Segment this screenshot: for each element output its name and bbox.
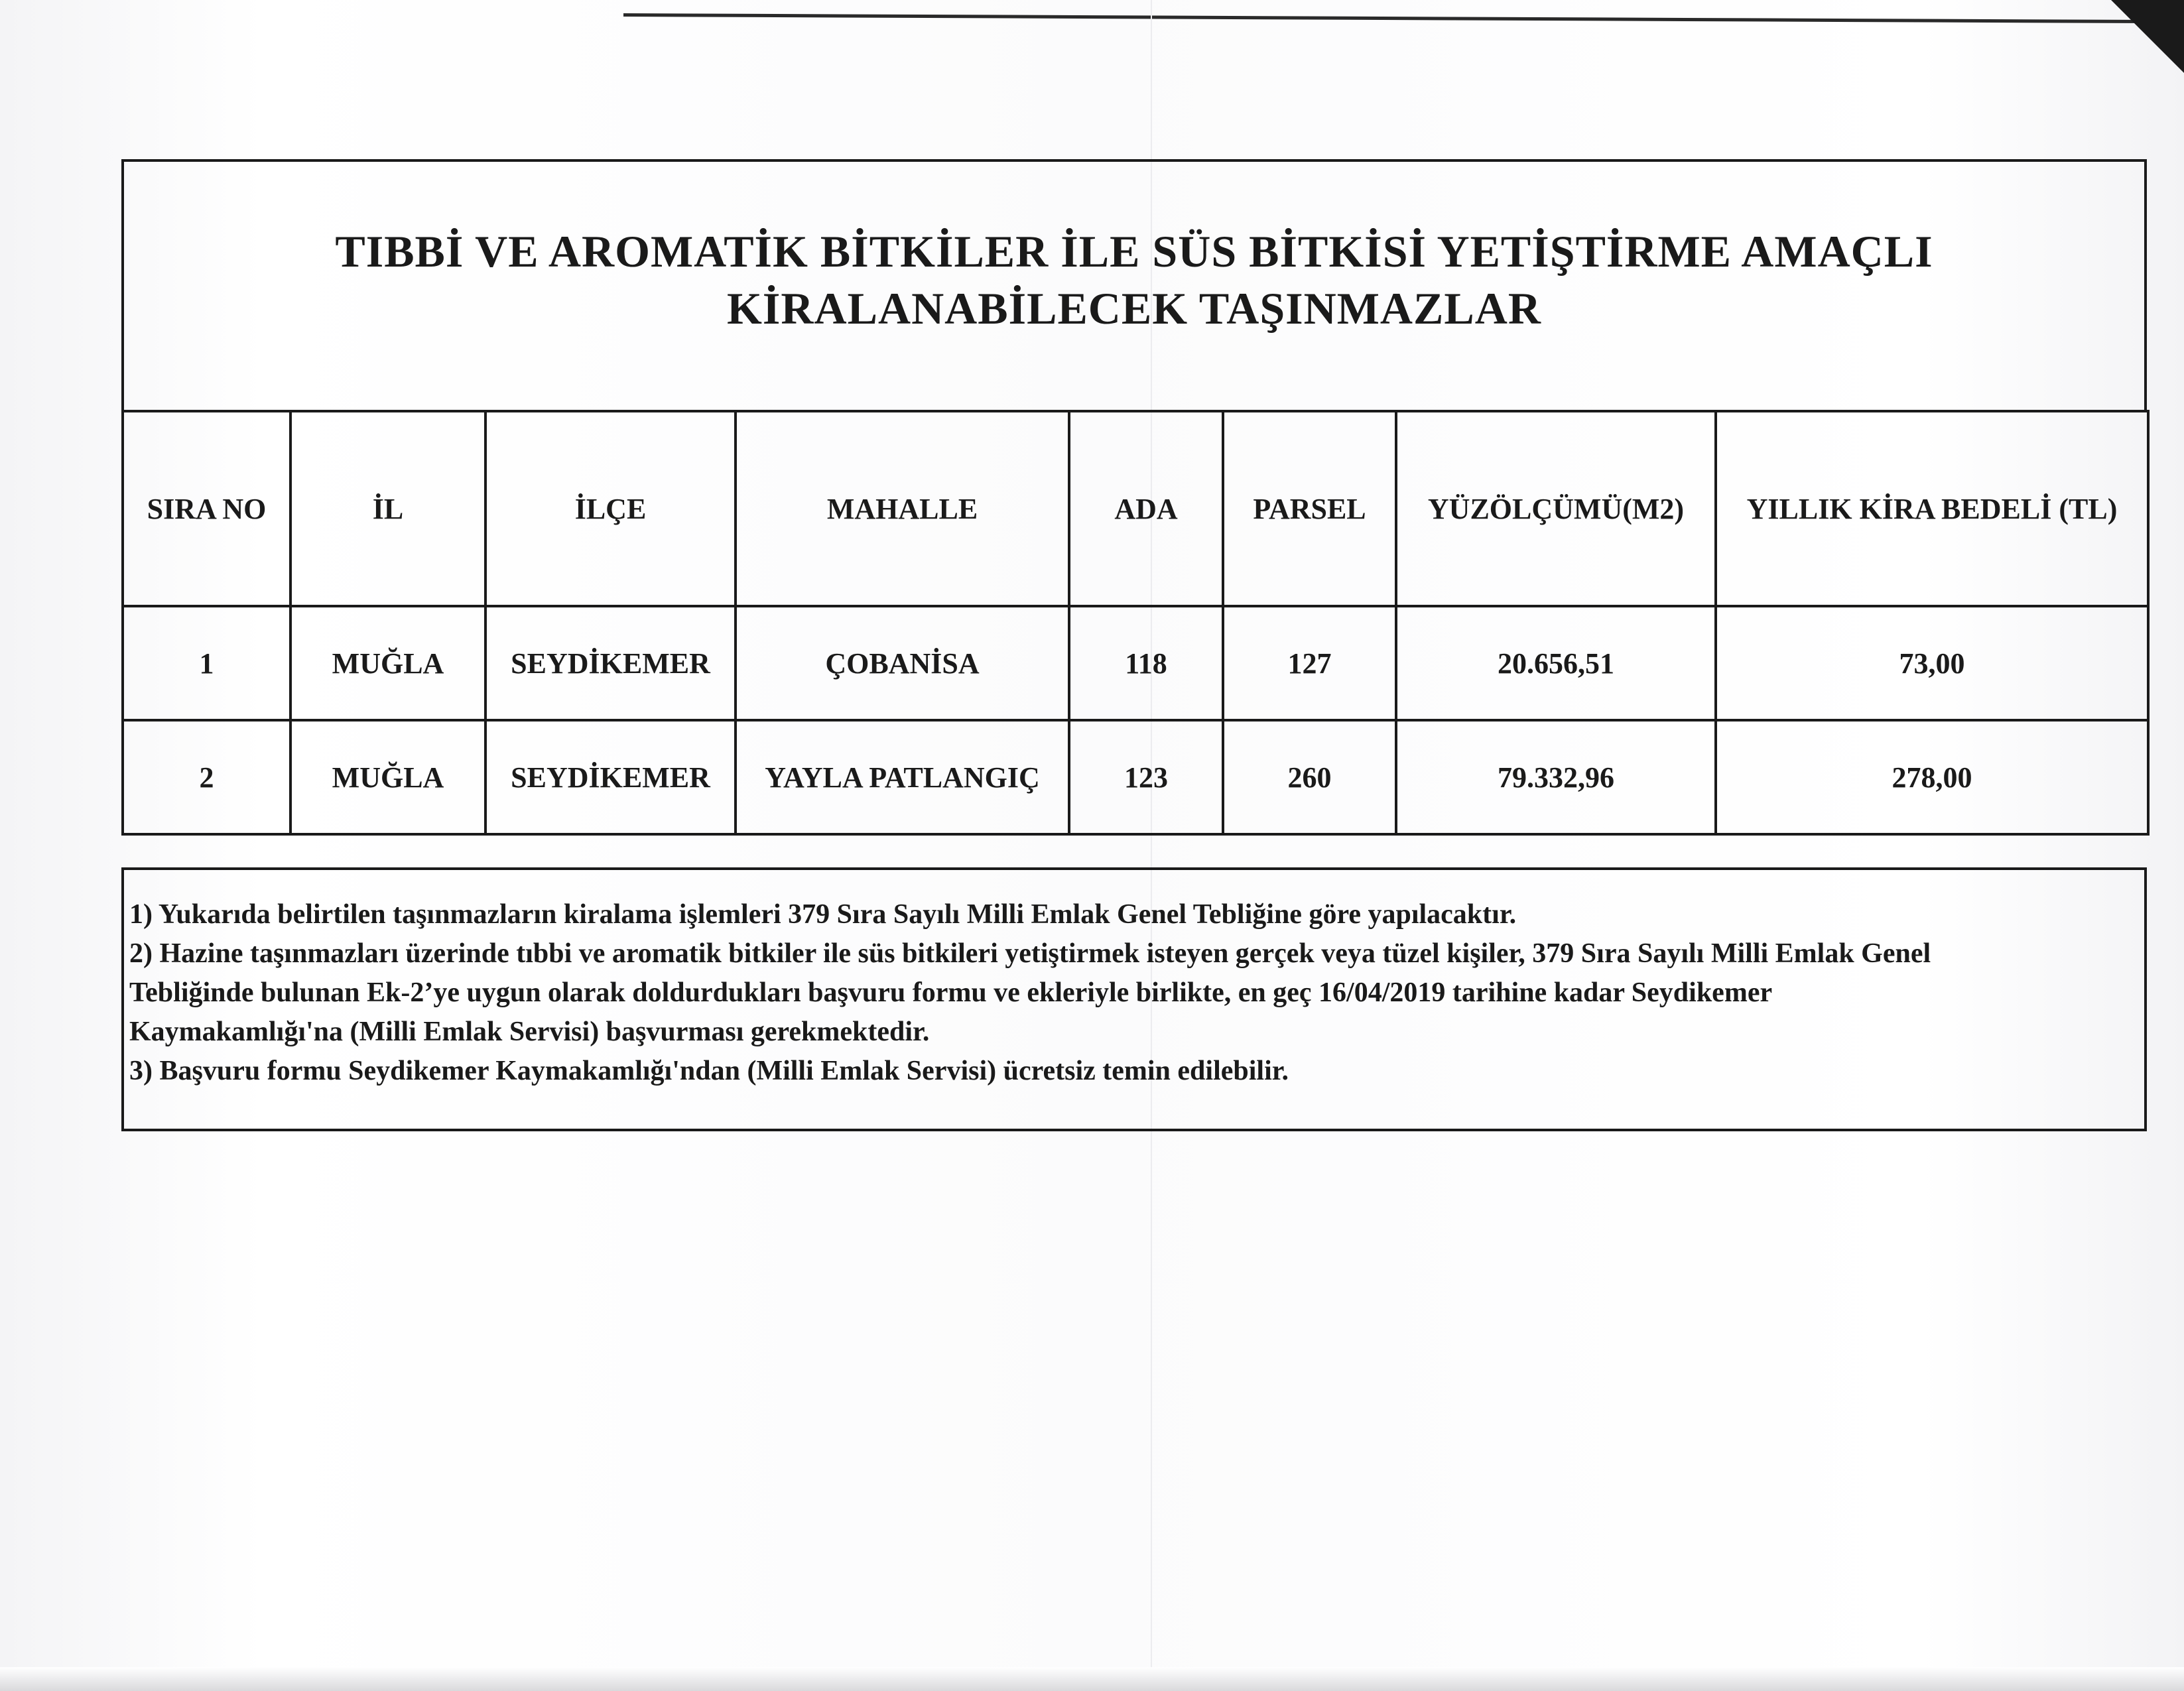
- cell-sira-no: 1: [123, 606, 290, 720]
- cell-ilce: SEYDİKEMER: [485, 606, 736, 720]
- header-mahalle: MAHALLE: [736, 411, 1069, 606]
- notes-box: [121, 867, 2147, 1131]
- note-line-1: 1) Yukarıda belirtilen taşınmazların kiralama işlemleri 379 Sıra Sayılı Milli Emlak Genel Tebliğine göre yapılacaktır.: [129, 899, 1517, 930]
- property-table: [121, 410, 2150, 836]
- cell-mahalle: YAYLA PATLANGIÇ: [736, 720, 1069, 834]
- header-yuzolcumu: YÜZÖLÇÜMÜ(M2): [1396, 411, 1716, 606]
- table-row: [123, 606, 2148, 720]
- scan-top-edge: [623, 13, 2149, 23]
- title-box: [121, 159, 2147, 411]
- cell-il: MUĞLA: [290, 606, 485, 720]
- cell-ilce: SEYDİKEMER: [485, 720, 736, 834]
- note-line-4: Kaymakamlığı'na (Milli Emlak Servisi) başvurması gerekmektedir.: [129, 1017, 930, 1047]
- scan-corner-shadow: [2111, 0, 2184, 73]
- header-ilce: İLÇE: [485, 411, 736, 606]
- header-ada: ADA: [1069, 411, 1223, 606]
- cell-yillik-kira-bedeli: 73,00: [1716, 606, 2148, 720]
- header-sira-no: SIRA NO: [123, 411, 290, 606]
- table-header-row: [123, 411, 2148, 606]
- document-title-line-2: KİRALANABİLECEK TAŞINMAZLAR: [727, 283, 1541, 334]
- cell-yillik-kira-bedeli: 278,00: [1716, 720, 2148, 834]
- scan-bottom-edge: [0, 1667, 2184, 1691]
- cell-parsel: 127: [1223, 606, 1396, 720]
- header-il: İL: [290, 411, 485, 606]
- table-row: [123, 720, 2148, 834]
- cell-ada: 123: [1069, 720, 1223, 834]
- cell-mahalle: ÇOBANİSA: [736, 606, 1069, 720]
- note-line-5: 3) Başvuru formu Seydikemer Kaymakamlığı'ndan (Milli Emlak Servisi) ücretsiz temin edilebilir.: [129, 1056, 1289, 1086]
- header-yillik-kira-bedeli: YILLIK KİRA BEDELİ (TL): [1716, 411, 2148, 606]
- cell-parsel: 260: [1223, 720, 1396, 834]
- cell-il: MUĞLA: [290, 720, 485, 834]
- note-line-3: Tebliğinde bulunan Ek-2’ye uygun olarak doldurdukları başvuru formu ve ekleriyle birlikte, en geç 16/04/2019 tarihine kadar Seydikemer: [129, 977, 1773, 1008]
- cell-ada: 118: [1069, 606, 1223, 720]
- header-parsel: PARSEL: [1223, 411, 1396, 606]
- note-line-2: 2) Hazine taşınmazları üzerinde tıbbi ve aromatik bitkiler ile süs bitkileri yetiştirmek isteyen gerçek veya tüzel kişiler, 379 Sıra Sayılı Milli Emlak Genel: [129, 938, 1931, 969]
- document-title-line-1: TIBBİ VE AROMATİK BİTKİLER İLE SÜS BİTKİSİ YETİŞTİRME AMAÇLI: [335, 226, 1933, 277]
- cell-yuzolcumu: 79.332,96: [1396, 720, 1716, 834]
- cell-sira-no: 2: [123, 720, 290, 834]
- cell-yuzolcumu: 20.656,51: [1396, 606, 1716, 720]
